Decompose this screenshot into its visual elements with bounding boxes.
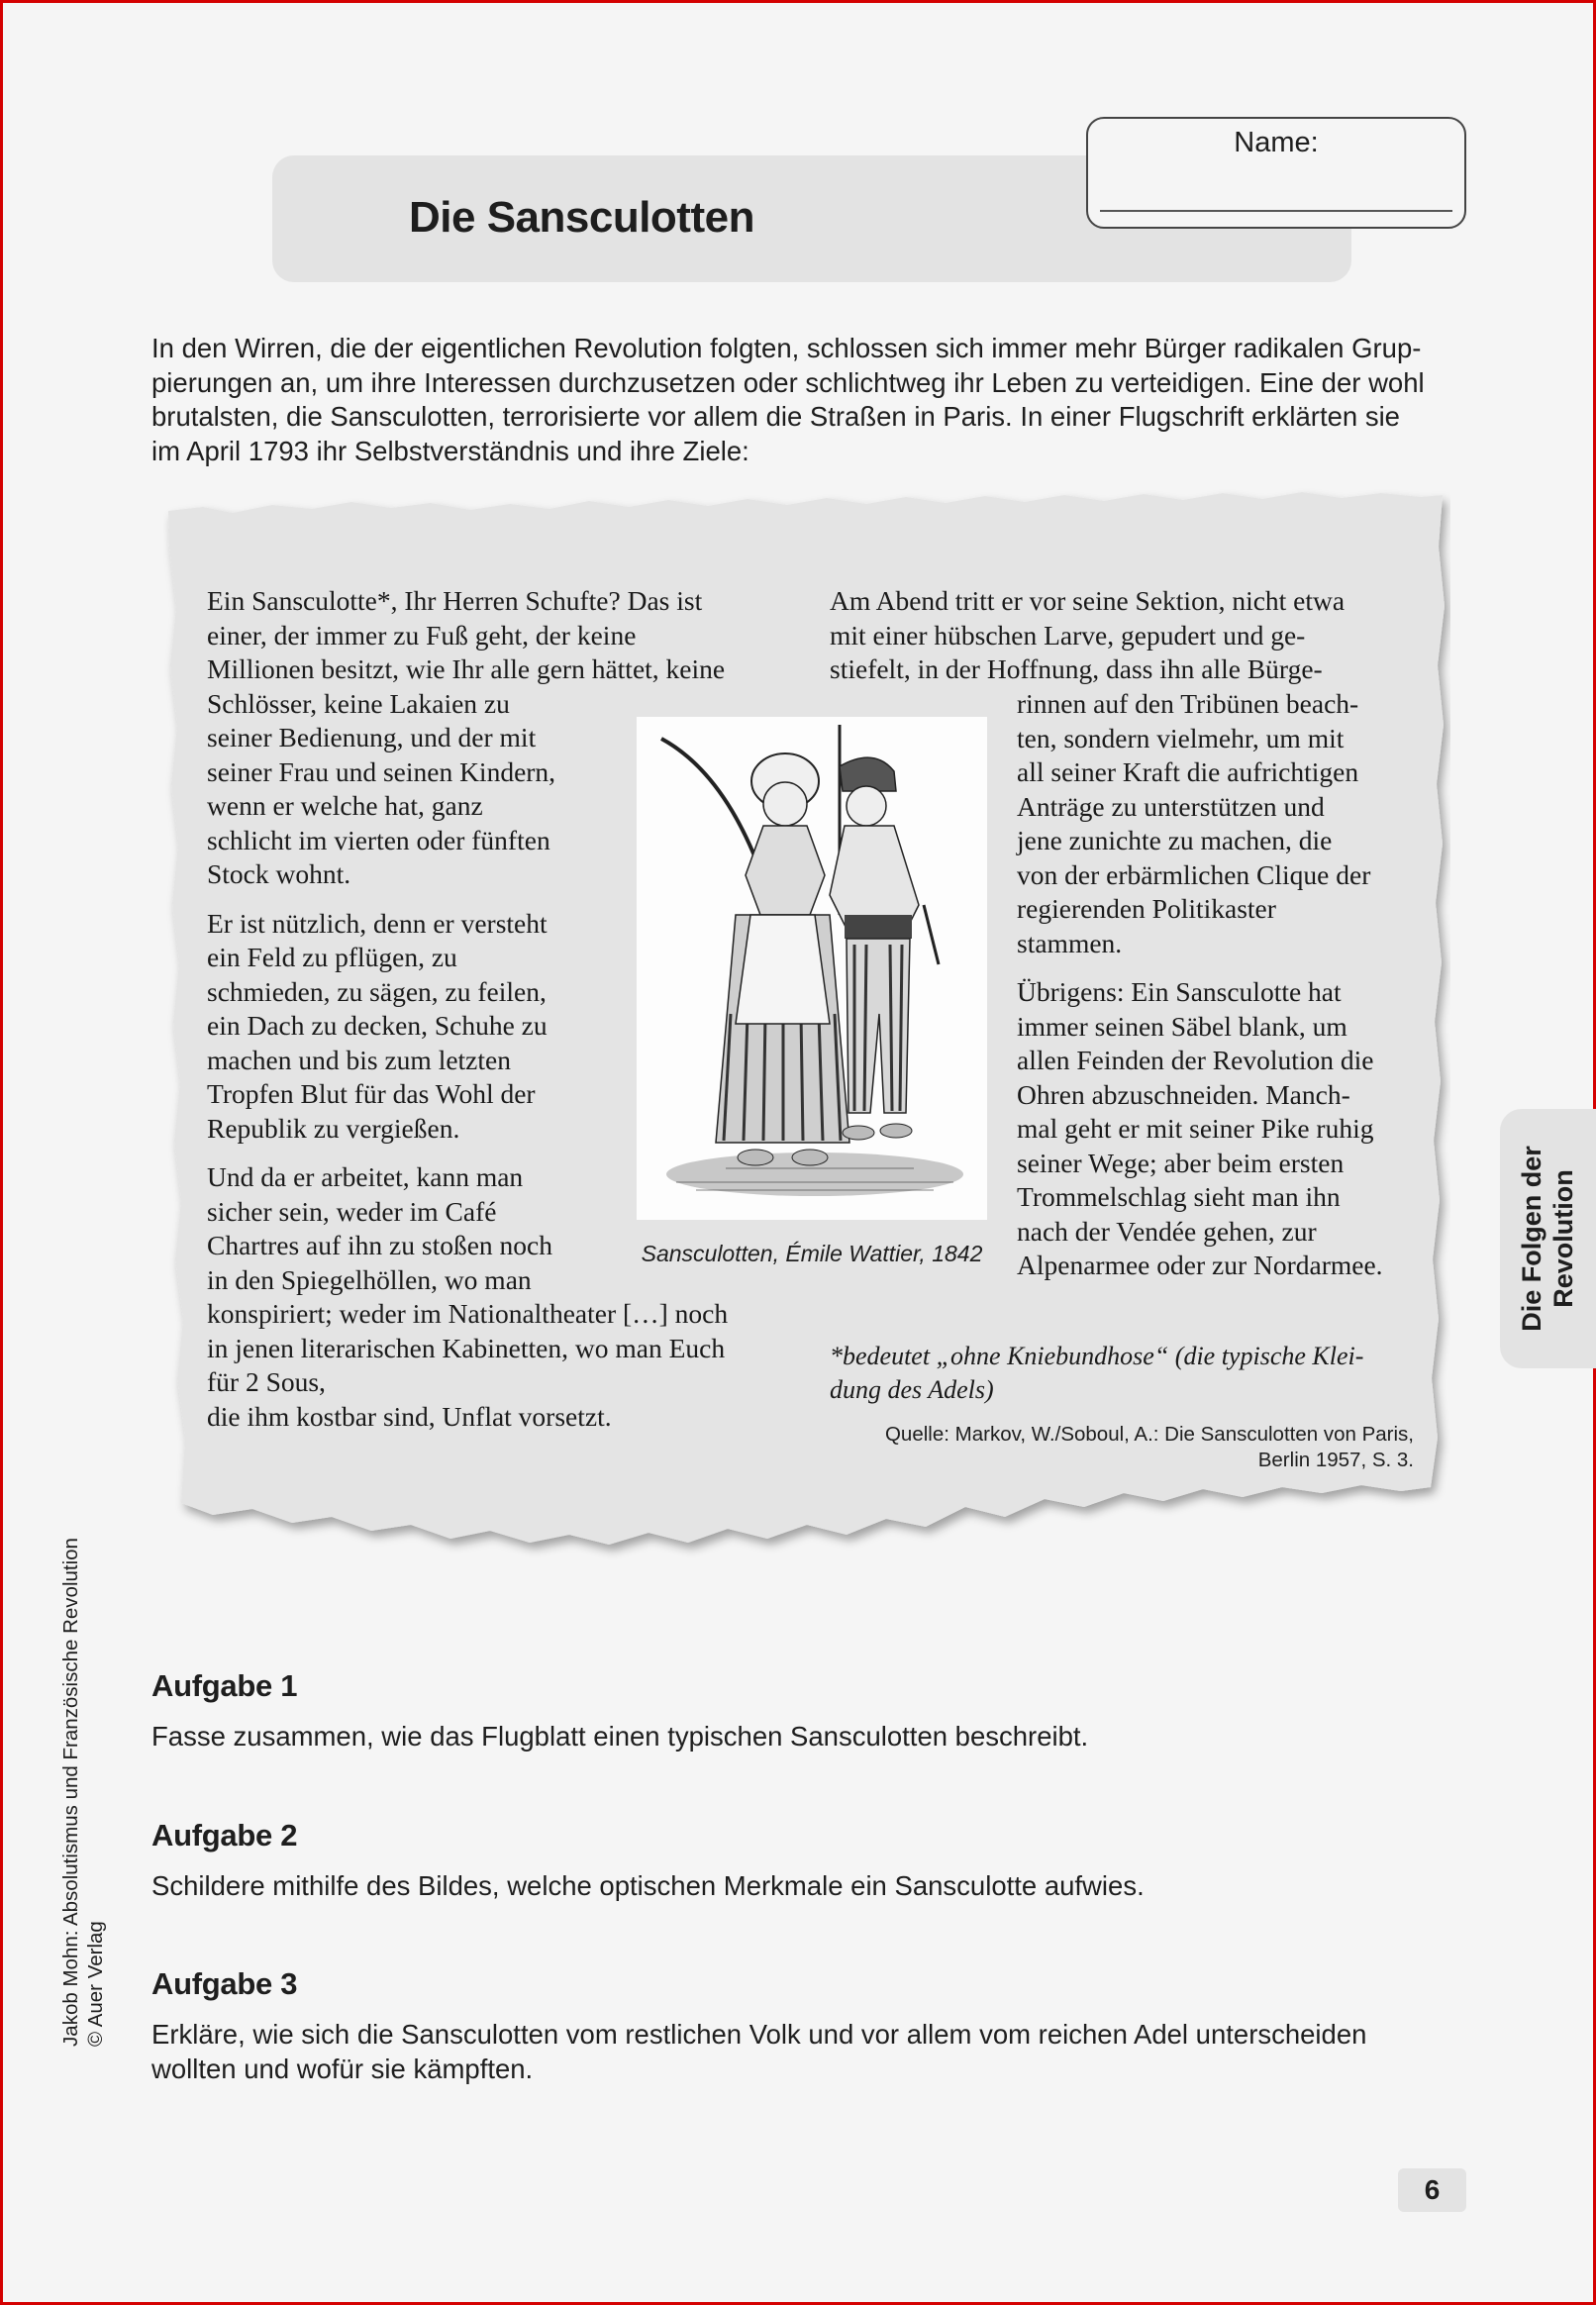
source-line: nach der Vendée gehen, zur	[1017, 1215, 1317, 1247]
chapter-label-line: Die Folgen der	[1517, 1146, 1546, 1332]
source-citation	[792, 1422, 1414, 1473]
source-line: Er ist nützlich, denn er versteht	[207, 907, 548, 939]
source-line: Übrigens: Ein Sansculotte hat	[1017, 976, 1342, 1007]
chapter-label-line: Revolution	[1548, 1169, 1578, 1308]
task-text: wollten und wofür sie kämpften.	[151, 2053, 534, 2084]
source-line: seiner Frau und seinen Kindern,	[207, 755, 556, 787]
source-line: Republik zu vergießen.	[207, 1112, 460, 1144]
source-line: in jenen literarischen Kabinetten, wo man Euch	[207, 1332, 726, 1363]
task-2	[151, 1818, 1468, 1904]
intro-line: In den Wirren, die der eigentlichen Revolution folgten, schlossen sich immer mehr Bürger radikalen Grup-	[151, 333, 1422, 363]
footnote-line: *bedeutet „ohne Kniebundhose“ (die typische Klei-	[830, 1342, 1364, 1370]
source-line: in den Spiegelhöllen, wo man	[207, 1263, 532, 1295]
source-line: Am Abend tritt er vor seine Sektion, nicht etwa	[830, 585, 1346, 616]
intro-line: im April 1793 ihr Selbstverständnis und ihre Ziele:	[151, 435, 749, 466]
source-line: für 2 Sous,	[207, 1366, 326, 1397]
source-line: wenn er welche hat, ganz	[207, 790, 483, 821]
page-number: 6	[1398, 2168, 1466, 2212]
source-line: sicher sein, weder im Café	[207, 1195, 497, 1227]
task-3	[151, 1966, 1468, 2086]
source-line: all seiner Kraft die aufrichtigen	[1017, 756, 1359, 787]
intro-text	[151, 332, 1468, 468]
footnote-line: dung des Adels)	[830, 1375, 994, 1404]
footnote	[830, 1340, 1363, 1407]
engraving-drawing	[637, 717, 987, 1220]
source-line: seiner Wege; aber beim ersten	[1017, 1147, 1345, 1178]
source-line: Ohren abzuschneiden. Manch-	[1017, 1078, 1350, 1110]
source-line: schlicht im vierten oder fünften	[207, 824, 550, 855]
publisher-credit	[58, 1538, 108, 2047]
source-line: ein Feld zu pflügen, zu	[207, 942, 457, 972]
source-line: machen und bis zum letzten	[207, 1044, 511, 1075]
source-line: rinnen auf den Tribünen beach-	[1017, 688, 1359, 719]
task-heading: Aufgabe 1	[151, 1668, 298, 1703]
source-right-column	[1017, 687, 1383, 1283]
source-line: seiner Bedienung, und der mit	[207, 722, 537, 752]
credit-line: Jakob Mohn: Absolutismus und Französische Revolution	[59, 1538, 82, 2047]
task-heading: Aufgabe 3	[151, 1966, 298, 2001]
intro-line: brutalsten, die Sansculotten, terrorisierte vor allem die Straßen in Paris. In einer Flugschrift erklärten sie	[151, 401, 1400, 432]
task-heading: Aufgabe 2	[151, 1818, 298, 1853]
source-line: von der erbärmlichen Clique der	[1017, 858, 1371, 890]
source-line: ten, sondern vielmehr, um mit	[1017, 722, 1345, 753]
source-line: Alpenarmee oder zur Nordarmee.	[1017, 1250, 1383, 1280]
citation-line: Berlin 1957, S. 3.	[1257, 1449, 1414, 1471]
source-line: Millionen besitzt, wie Ihr alle gern hättet, keine	[207, 653, 726, 684]
task-1	[151, 1668, 1468, 1754]
source-line: Stock wohnt.	[207, 858, 351, 889]
source-line: Tropfen Blut für das Wohl der	[207, 1078, 536, 1109]
source-line: Ein Sansculotte*, Ihr Herren Schufte? Das ist	[207, 585, 703, 616]
citation-line: Quelle: Markov, W./Soboul, A.: Die Sansculotten von Paris,	[884, 1423, 1414, 1446]
source-line: konspiriert; weder im Nationaltheater […] noch	[207, 1298, 729, 1329]
source-line: die ihm kostbar sind, Unflat vorsetzt.	[207, 1400, 612, 1432]
source-line: schmieden, zu sägen, zu feilen,	[207, 975, 547, 1007]
source-right-top	[830, 584, 1345, 687]
source-line: allen Feinden der Revolution die	[1017, 1045, 1374, 1075]
source-line: ein Dach zu decken, Schuhe zu	[207, 1010, 548, 1041]
task-text: Fasse zusammen, wie das Flugblatt einen typischen Sansculotten beschreibt.	[151, 1721, 1089, 1752]
task-text: Erkläre, wie sich die Sansculotten vom restlichen Volk und vor allem vom reichen Adel unterscheiden	[151, 2019, 1367, 2050]
source-line: jene zunichte zu machen, die	[1017, 825, 1333, 855]
task-text: Schildere mithilfe des Bildes, welche optischen Merkmale ein Sansculotte aufwies.	[151, 1870, 1145, 1901]
chapter-label	[1516, 1146, 1579, 1332]
source-line: mal geht er mit seiner Pike ruhig	[1017, 1113, 1374, 1144]
source-line: Chartres auf ihn zu stoßen noch	[207, 1230, 553, 1260]
source-line: Schlösser, keine Lakaien zu	[207, 687, 510, 719]
name-label: Name:	[1234, 127, 1319, 158]
name-write-line[interactable]	[1100, 210, 1452, 212]
source-line: Trommelschlag sieht man ihn	[1017, 1181, 1341, 1212]
source-line: einer, der immer zu Fuß geht, der keine	[207, 619, 637, 651]
source-line: immer seinen Säbel blank, um	[1017, 1010, 1347, 1042]
page-title: Die Sansculotten	[409, 193, 754, 242]
source-line: stiefelt, in der Hoffnung, dass ihn alle Bürge-	[830, 653, 1323, 684]
source-line: Anträge zu unterstützen und	[1017, 790, 1325, 822]
source-line: stammen.	[1017, 927, 1123, 958]
source-line: Und da er arbeitet, kann man	[207, 1161, 524, 1192]
sansculotten-illustration	[637, 717, 987, 1220]
intro-line: pierungen an, um ihre Interessen durchzusetzen oder schlichtweg ihr Leben zu verteidigen. Eine der wohl	[151, 366, 1425, 398]
chapter-side-tab	[1500, 1109, 1596, 1368]
credit-line: © Auer Verlag	[84, 1921, 107, 2047]
name-field-box[interactable]	[1086, 117, 1466, 229]
source-line: mit einer hübschen Larve, gepudert und ge-	[830, 619, 1306, 651]
illustration-caption: Sansculotten, Émile Wattier, 1842	[641, 1241, 983, 1266]
source-line: regierenden Politikaster	[1017, 893, 1276, 924]
